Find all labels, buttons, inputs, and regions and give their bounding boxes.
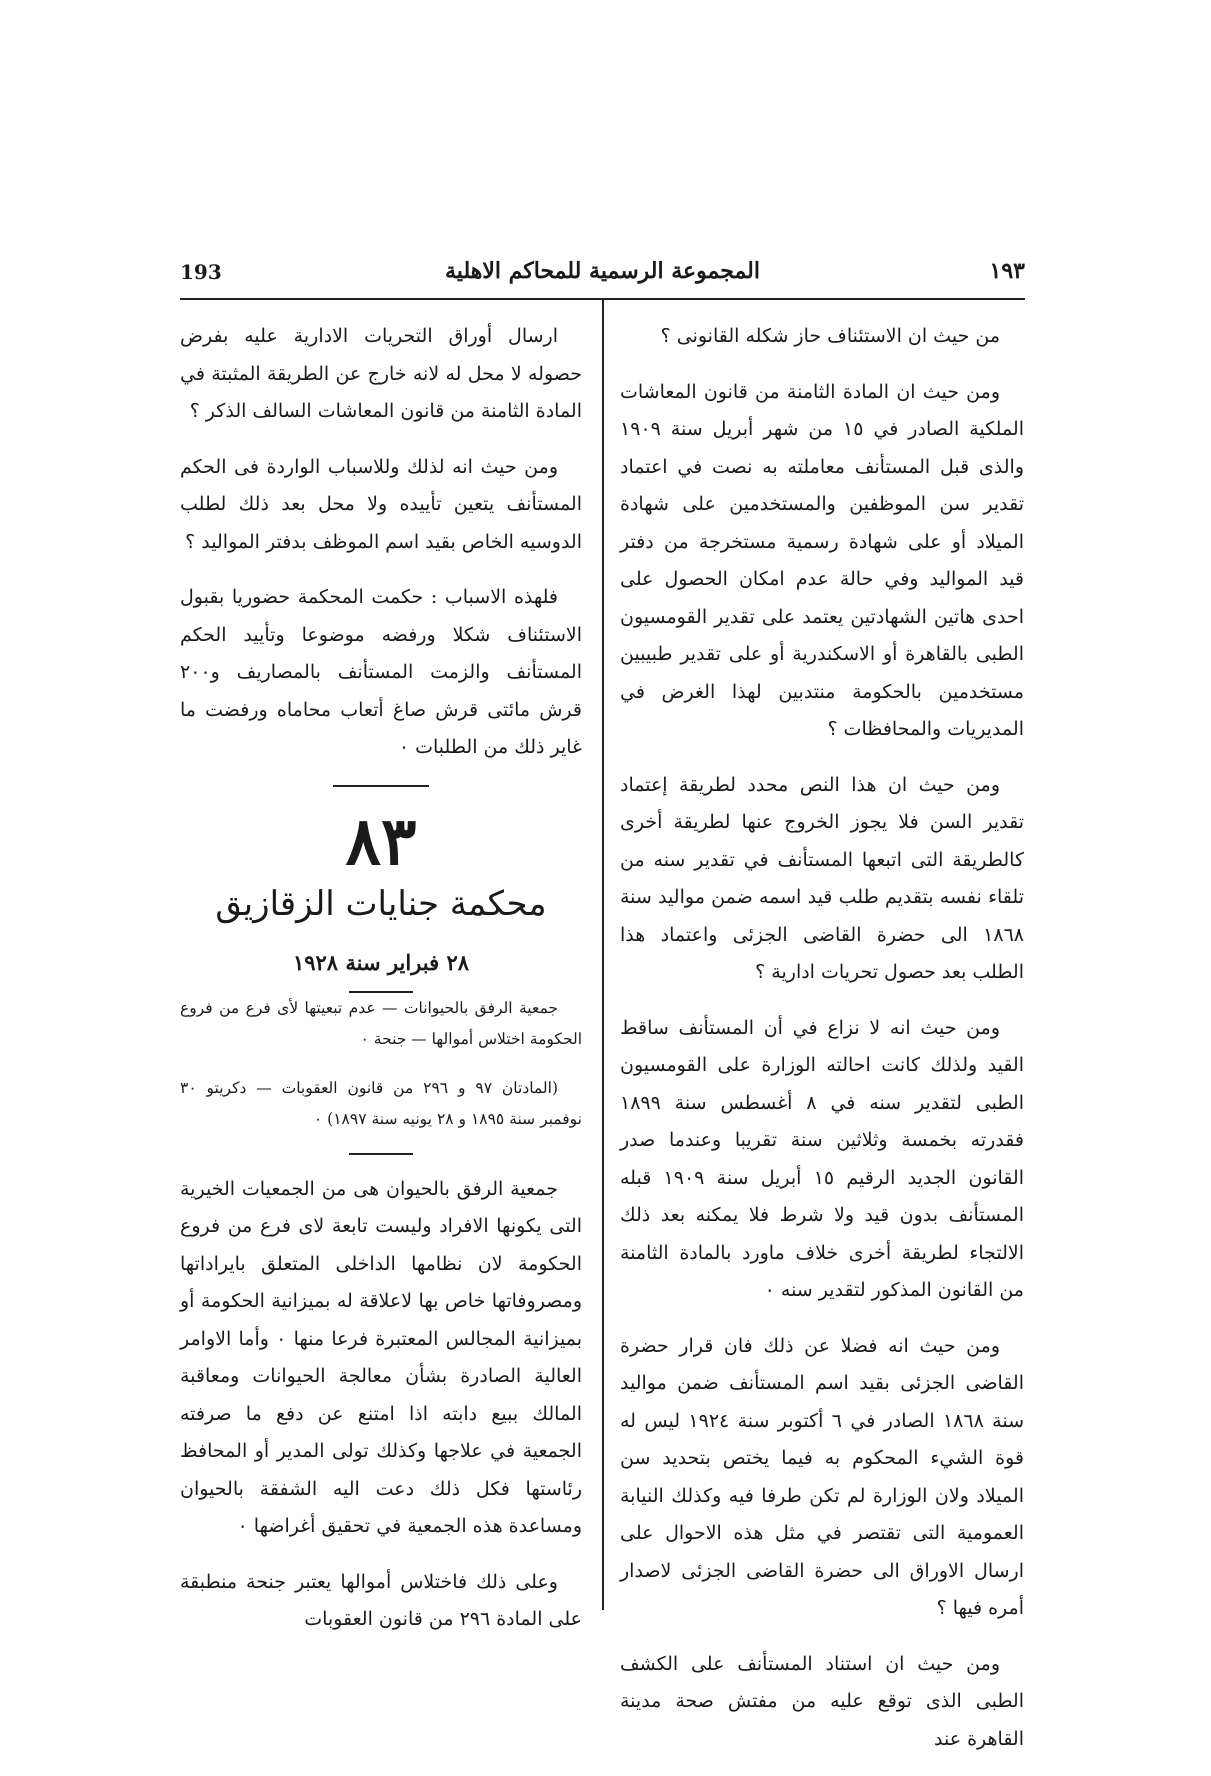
paragraph: وعلى ذلك فاختلاس أموالها يعتبر جنحة منطبقة على المادة ٢٩٦ من قانون العقوبات [180, 1570, 582, 1630]
paragraph: ومن حيث انه لذلك وللاسباب الواردة فى الحكم المستأنف يتعين تأييده ولا محل بعد ذلك لطلب الدوسيه الخاص بقيد اسم الموظف بدفتر المواليد ؟ [180, 455, 582, 553]
case-summary-articles: (المادتان ٩٧ و ٢٩٦ من قانون العقوبات — دكريتو ٣٠ نوفمبر سنة ١٨٩٥ و ٢٨ يونيه سنة ١٨٩٧) ٠ [180, 1078, 582, 1128]
paragraph: ومن حيث ان استناد المستأنف على الكشف الطبى الذى توقع عليه من مفتش صحة مدينة القاهرة عند [620, 1652, 1024, 1750]
case-summary: جمعية الرفق بالحيوانات — عدم تبعيتها لأى فرع من فروع الحكومة اختلاس أموالها — جنحة ٠ [180, 998, 582, 1048]
paragraph: ومن حيث ان المادة الثامنة من قانون المعاشات الملكية الصادر في ١٥ من شهر أبريل سنة ١٩٠٩ والذى قبل المستأنف معاملته به نصت في اعتماد تقدير سن الموظفين والمستخدمين على شهادة الميلاد أو على شهادة رسمية مستخرجة من دفتر قيد المواليد وفي حالة عدم امكان الحصول على احدى هاتين الشهادتين يعتمد على تقدير القومسيون الطبى بالقاهرة أو الاسكندرية أو على تقدير طبيبين مستخدمين بالحكومة منتدبين لهذا الغرض في المديريات والمحافظات ؟ [620, 380, 1024, 740]
paragraph: من حيث ان الاستئناف حاز شكله القانونى ؟ [660, 325, 1000, 347]
journal-title: المجموعة الرسمية للمحاكم الاهلية [445, 258, 760, 284]
page-number-arabic: ١٩٣ [989, 258, 1025, 284]
paragraph: ارسال أوراق التحريات الادارية عليه بفرض حصوله لا محل له لانه خارج عن الطريقة المثبتة في المادة الثامنة من قانون المعاشات السالف الذكر ؟ [180, 325, 582, 422]
case-number: ٨٣ [345, 801, 417, 880]
case-date: ٢٨ فبراير سنة ١٩٢٨ [292, 949, 470, 975]
left-column [180, 318, 582, 1657]
paragraph: ومن حيث ان هذا النص محدد لطريقة إعتماد تقدير السن فلا يجوز الخروج عنها لطريقة أخرى كالطريقة التى اتبعها المستأنف في تقدير سنه من تلقاء نفسه بتقديم طلب قيد اسمه ضمن مواليد سنة ١٨٦٨ الى حضرة القاضى الجزئى واعتماد هذا الطلب بعد حصول تحريات ادارية ؟ [620, 773, 1024, 983]
page-header [180, 258, 1025, 294]
paragraph: ومن حيث انه لا نزاع في أن المستأنف ساقط القيد ولذلك كانت احالته الوزارة على القومسيون الطبى لتقدير سنه في ٨ أغسطس سنة ١٨٩٩ فقدرته بخمسة وثلاثين سنة تقريبا وعندما صدر القانون الجديد الرقيم ١٥ أبريل سنة ١٩٠٩ قبله المستأنف بدون قيد ولا شرط فلا يمكنه بعد ذلك الالتجاء لطريقة أخرى خلاف ماورد بالمادة الثامنة من القانون المذكور لتقدير سنه ٠ [620, 1016, 1024, 1301]
section-rule [333, 785, 429, 787]
paragraph: ومن حيث انه فضلا عن ذلك فان قرار حضرة القاضى الجزئى بقيد اسم المستأنف ضمن مواليد سنة ١٨٦٨ الصادر في ٦ أكتوبر سنة ١٩٢٤ ليس له قوة الشيء المحكوم به فيما يختص بتحديد سن الميلاد ولان الوزارة لم تكن طرفا فيه وكذلك النيابة العمومية التى تقتصر في مثل هذه الاحوال على ارسال الاوراق الى حضرة القاضى الجزئى لاصدار أمره فيها ؟ [620, 1334, 1024, 1619]
column-divider [602, 300, 604, 1610]
right-column [620, 318, 1024, 1776]
paragraph: فلهذه الاسباب : حكمت المحكمة حضوريا بقبول الاستئناف شكلا ورفضه موضوعا وتأييد الحكم المستأنف والزمت المستأنف بالمصاريف و٢٠٠ قرش مائتى قرش صاغ أتعاب محاماه ورفضت ما غاير ذلك من الطلبات ٠ [180, 586, 582, 758]
paragraph: جمعية الرفق بالحيوان هى من الجمعيات الخيرية التى يكونها الافراد وليست تابعة لاى فرع من فروع الحكومة لان نظامها الداخلى المتعلق بايراداتها ومصروفاتها خاص بها لاعلاقة له بميزانية الحكومة أو بميزانية المجالس المعتبرة فرعا منها ٠ وأما الاوامر العالية الصادرة بشأن معالجة الحيوانات ومعاقبة المالك ببيع دابته اذا امتنع عن دفع ما صرفته الجمعية في علاجها وكذلك تولى المدير أو المحافظ رئاستها فكل ذلك دعت اليه الشفقة بالحيوان ومساعدة هذه الجمعية في تحقيق أغراضها ٠ [180, 1177, 582, 1537]
court-name: محكمة جنايات الزقازيق [215, 883, 547, 924]
page-number-latin: 193 [180, 260, 222, 284]
summary-rule [349, 1153, 413, 1155]
